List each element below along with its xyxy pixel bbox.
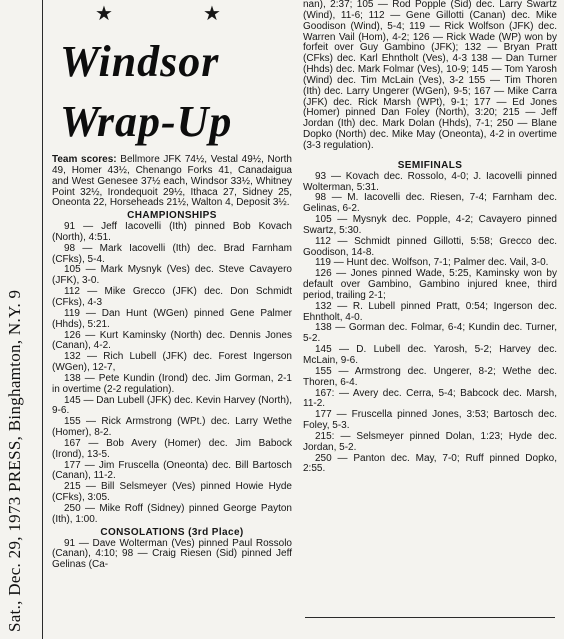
consolation-results-start: 91 — Dave Wolterman (Ves) pinned Paul Rossolo (Canan), 4:10; 98 — Craig Riesen (Sid) pinned Jeff Gelinas (Ca- bbox=[52, 537, 292, 571]
result-item: 98 — M. Iacovelli dec. Riesen, 7-4; Farnham dec. Gelinas, 6-2. bbox=[303, 192, 557, 215]
result-item: 145 — D. Lubell dec. Yarosh, 5-2; Harvey dec. McLain, 9-6. bbox=[303, 344, 557, 366]
result-item: 126 — Jones pinned Wade, 5:25, Kaminsky won by default over Gambino, Gambino injured knee, third period, trailing 2-1; bbox=[303, 268, 557, 301]
column-end-rule bbox=[305, 617, 555, 618]
result-item: 215 — Bill Selsmeyer (Ves) pinned Howie Hyde (CFks), 3:05. bbox=[52, 481, 292, 504]
result-item: 138 — Pete Kundin (Irond) dec. Jim Gorman, 2-1 in overtime (2-2 regulation). bbox=[52, 372, 292, 395]
result-item: 112 — Schmidt pinned Gillotti, 5:58; Grecco dec. Goodison, 14-8. bbox=[303, 235, 557, 258]
headline-line-2: Wrap-Up bbox=[60, 97, 233, 146]
headline-line-1: Windsor bbox=[60, 37, 220, 86]
result-item: 177 — Jim Fruscella (Oneonta) dec. Bill Bartosch (Canan), 11-2. bbox=[52, 459, 292, 482]
result-item: 167: — Avery dec. Cerra, 5-4; Babcock dec. Marsh, 11-2. bbox=[303, 387, 557, 410]
result-item: 119 — Hunt dec. Wolfson, 7-1; Palmer dec. Vail, 3-0. bbox=[315, 257, 549, 269]
result-item: 155 — Armstrong dec. Ungerer, 8-2; Wethe dec. Thoren, 6-4. bbox=[303, 365, 557, 388]
result-item: 105 — Mark Mysnyk (Ves) dec. Steve Cavayero (JFK), 3-0. bbox=[52, 264, 292, 287]
semifinals-heading: SEMIFINALS bbox=[397, 159, 463, 171]
team-scores-text: Bellmore JFK 74½, Vestal 49½, North 49, Homer 43½, Chenango Forks 41, Canadaigua and West Genesee 37½ each, Windsor 33½, Whitney Point 32½, Irondequoit 29½, Ithaca 27, Sidney 25, Oneonta 22, Horseheads 21½, Walton 4, Deposit 3½. bbox=[52, 154, 292, 209]
result-item: 119 — Dan Hunt (WGen) pinned Gene Palmer (Hhds), 5:21. bbox=[52, 307, 292, 330]
star-icon: ★ bbox=[95, 3, 113, 25]
result-item: 250 — Panton dec. May, 7-0; Ruff pinned Dopko, 2:55. bbox=[303, 452, 557, 475]
result-item: 177 — Fruscella pinned Jones, 3:53; Bartosch dec. Foley, 5-3. bbox=[303, 409, 557, 432]
result-item: 105 — Mysnyk dec. Popple, 4-2; Cavayero pinned Swartz, 5:30. bbox=[303, 214, 557, 236]
article-column-2 bbox=[303, 0, 557, 475]
consolations-heading: CONSOLATIONS (3rd Place) bbox=[100, 526, 244, 538]
result-item: 215: — Selsmeyer pinned Dolan, 1:23; Hyde dec. Jordan, 5-2. bbox=[303, 430, 557, 453]
result-item: 167 — Bob Avery (Homer) dec. Jim Babock (Irond), 13-5. bbox=[52, 437, 292, 460]
star-icon: ★ bbox=[202, 3, 221, 25]
article-column-1 bbox=[52, 155, 292, 571]
header-stars bbox=[95, 4, 245, 24]
result-item: 93 — Kovach dec. Rossolo, 4-0; J. Iacovelli pinned Wolterman, 5:31. bbox=[303, 170, 557, 193]
team-scores bbox=[52, 155, 292, 209]
dateline: Sat., Dec. 29, 1973 PRESS, Binghamton, N.Y. 9 bbox=[5, 289, 24, 632]
result-item: 145 — Dan Lubell (JFK) dec. Kevin Harvey (North), 9-6. bbox=[52, 394, 292, 417]
result-item: 126 — Kurt Kaminsky (North) dec. Dennis Jones (Canan), 4-2. bbox=[52, 329, 292, 352]
result-item: 98 — Mark Iacovelli (Ith) dec. Brad Farnham (CFks), 5-4. bbox=[52, 242, 292, 265]
result-item: 132 — R. Lubell pinned Pratt, 0:54; Ingerson dec. Ehntholt, 4-0. bbox=[303, 300, 557, 323]
result-item: 112 — Mike Grecco (JFK) dec. Don Schmidt (CFks), 4-3 bbox=[52, 286, 292, 308]
result-item: 250 — Mike Roff (Sidney) pinned George Payton (Ith), 1:00. bbox=[52, 503, 292, 525]
result-item: 132 — Rich Lubell (JFK) dec. Forest Ingerson (WGen), 12-7, bbox=[52, 351, 292, 374]
result-item: 91 — Jeff Iacovelli (Ith) pinned Bob Kovach (North), 4:51. bbox=[52, 221, 292, 243]
team-scores-label: Team scores: bbox=[52, 154, 117, 165]
consolation-results-continued: nan), 2:37; 105 — Rod Popple (Sid) dec. Larry Swartz (Wind), 11-6; 112 — Gene Gillotti (Canan) dec. Mike Goodison (Wind), 5-4; 119 — Rick Wolfson (JFK) dec. Warren Vail (Hom), 4-2; 126 — Rick Wade (WP) won by forfeit over Guy Gambino (JFK); 132 — Bryan Pratt (CFks) dec. Karl Ehntholt (Ves), 4-3 138 — Dan Turner (Hhds) dec. Mark Folmar (Ves), 10-9; 145 — Tom Yarosh (Wind) dec. Tim McLain (Ves), 3-2 155 — Tim Thoren (Ith) dec. Larry Ungerer (WGen), 9-5; 167 — Mike Carra (JFK) dec. Rick Marsh (WPt), 9-1; 177 — Ed Jones (Homer) pinned Dan Foley (North), 3:20; 215 — Jeff Jordan (Ith) dec. Mark Dolan (Hhds), 7-1; 250 — Blane Dopko (North) dec. Mike May (Oneonta), 4-2 in overtime (3-3 regulation). bbox=[303, 0, 557, 151]
championships-heading: CHAMPIONSHIPS bbox=[127, 210, 217, 222]
result-item: 138 — Gorman dec. Folmar, 6-4; Kundin dec. Turner, 5-2. bbox=[303, 322, 557, 345]
result-item: 155 — Rick Armstrong (WPt.) dec. Larry Wethe (Homer), 8-2. bbox=[52, 416, 292, 439]
